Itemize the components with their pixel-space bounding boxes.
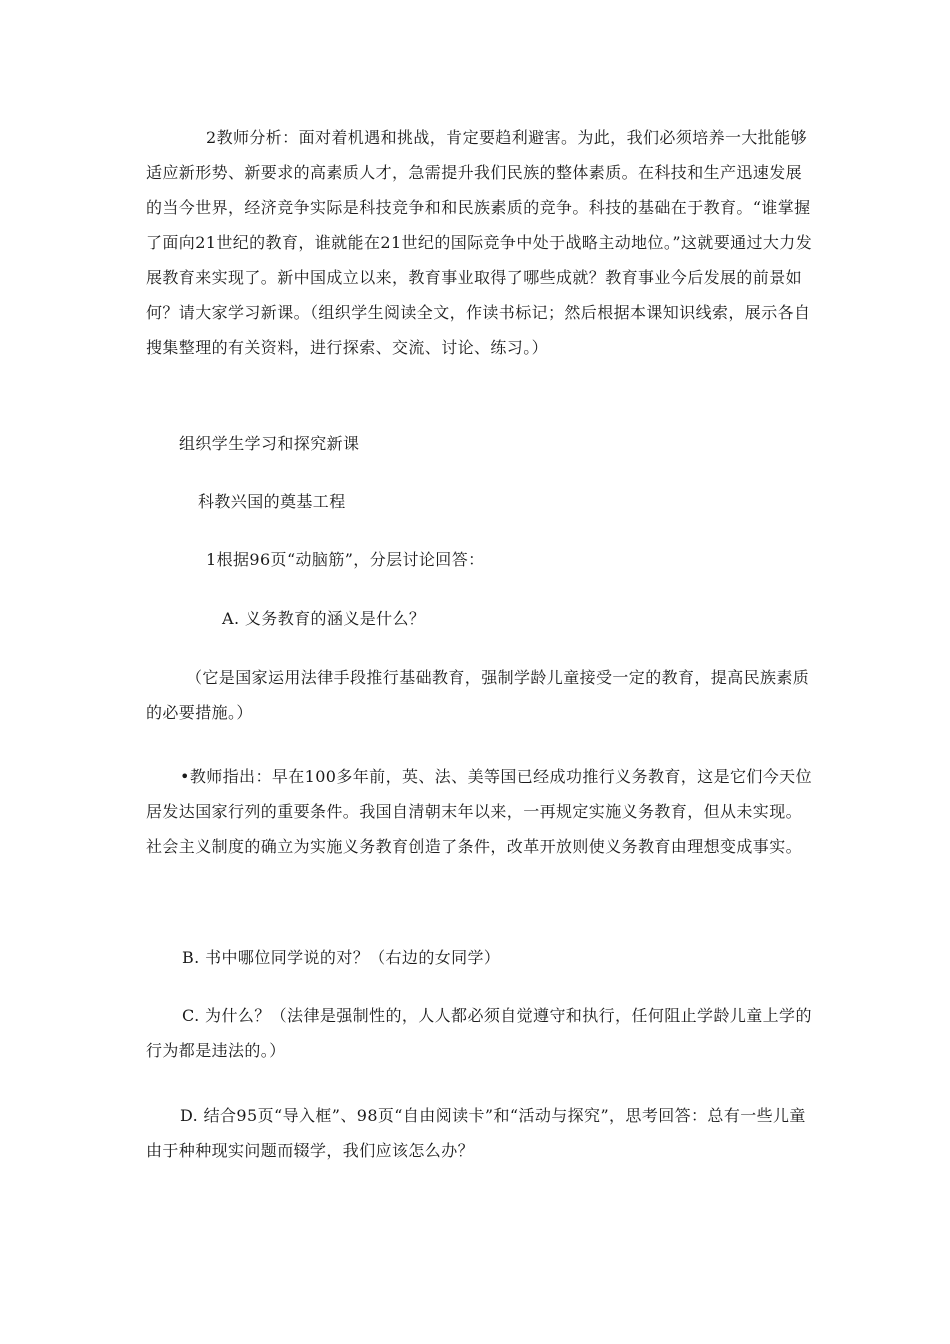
question-b: B. 书中哪位同学说的对？（右边的女同学） [182, 948, 501, 967]
paragraph-teacher-analysis: 2教师分析：面对着机遇和挑战，肯定要趋利避害。为此，我们必须培养一大批能够适应新形势、新要求的高素质人才，急需提升我们民族的整体素质。在科技和生产迅速发展的当今世界，经济竞争实际是科技竞争和和民族素质的竞争。科技的基础在于教育。“谁掌握了面向21世纪的教育，谁就能在21世纪的国际竞争中处于战略主动地位。”这就要通过大力发展教育来实现了。新中国成立以来，教育事业取得了哪些成就？教育事业今后发展的前景如何？请大家学习新课。（组织学生阅读全文，作读书标记；然后根据本课知识线索，展示各自搜集整理的有关资料，进行探索、交流、讨论、练习。） [146, 128, 813, 357]
question-a: A. 义务教育的涵义是什么？ [222, 609, 426, 628]
question-d: D. 结合95页“导入框”、98页“自由阅读卡”和“活动与探究”，思考回答：总有一些儿童由于种种现实问题而辍学，我们应该怎么办？ [146, 1106, 806, 1160]
question-c: C. 为什么？（法律是强制性的，人人都必须自觉遵守和执行，任何阻止学龄儿童上学的行为都是违法的。） [146, 1006, 812, 1060]
paragraph-discussion-instruction: 1根据96页“动脑筋”，分层讨论回答： [206, 550, 485, 569]
answer-a: （它是国家运用法律手段推行基础教育，强制学龄儿童接受一定的教育，提高民族素质的必要措施。） [146, 668, 810, 722]
paragraph-teacher-points: •教师指出：早在100多年前，英、法、美等国已经成功推行义务教育，这是它们今天位居发达国家行列的重要条件。我国自清朝末年以来，一再规定实施义务教育，但从未实现。社会主义制度的确立为实施义务教育创造了条件，改革开放则使义务教育由理想变成事实。 [146, 767, 812, 856]
heading-foundation-project: 科教兴国的奠基工程 [198, 492, 346, 511]
heading-organize-learning: 组织学生学习和探究新课 [179, 434, 360, 453]
